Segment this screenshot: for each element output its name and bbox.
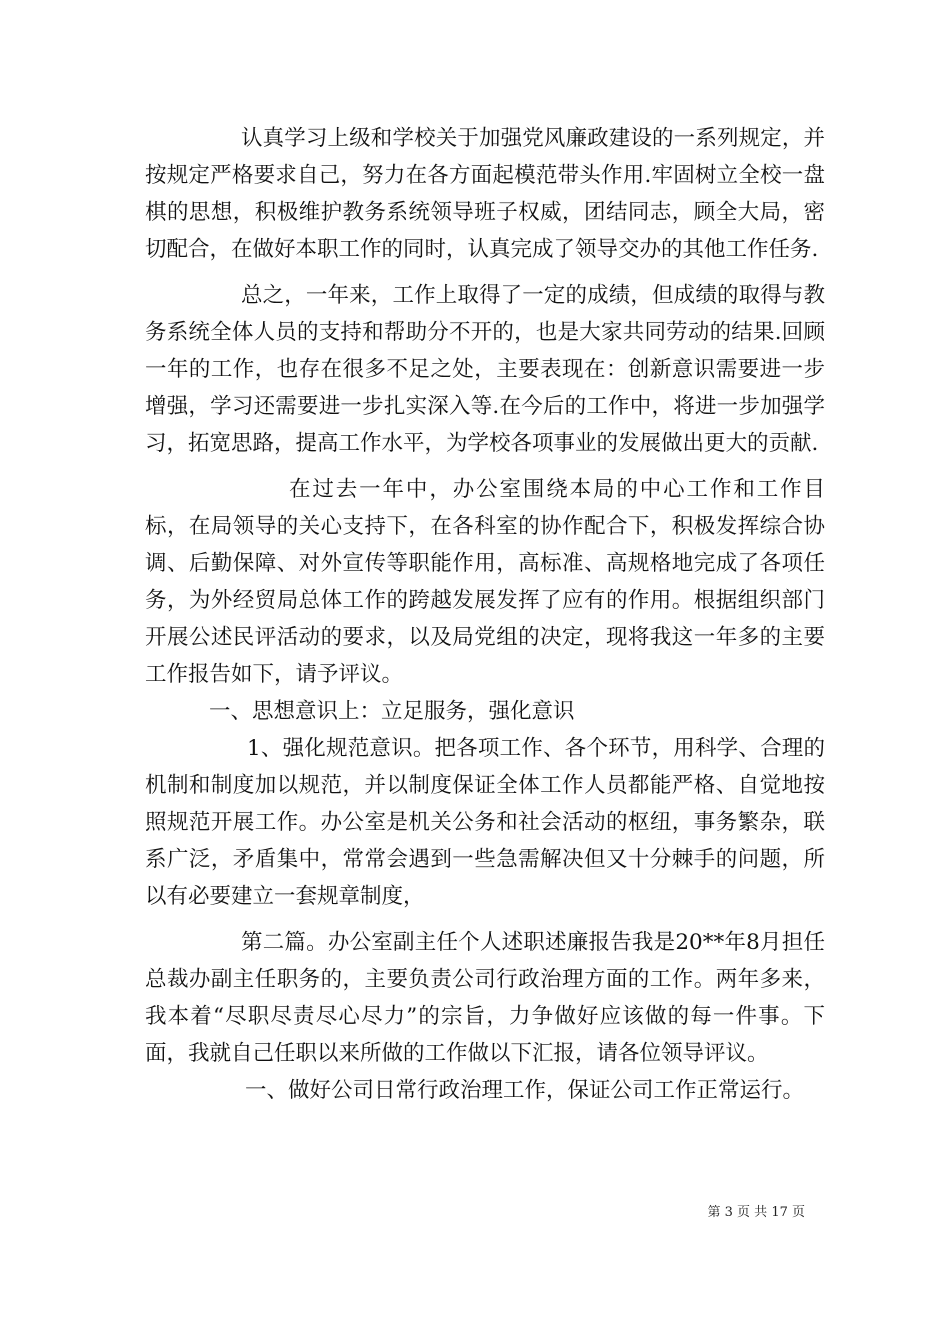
paragraph: 在过去一年中，办公室围绕本局的中心工作和工作目标，在局领导的关心支持下，在各科室的协作配合下，积极发挥综合协调、后勤保障、对外宣传等职能作用，高标准、高规格地完成了各项任务，为外经贸局总体工作的跨越发展发挥了应有的作用。根据组织部门开展公述民评活动的要求，以及局党组的决定，现将我这一年多的主要工作报告如下，请予评议。 — [145, 477, 825, 687]
section-heading: 一、思想意识上：立足服务，强化意识 — [209, 699, 575, 724]
paragraph: 第二篇。办公室副主任个人述职述廉报告我是20**年8月担任总裁办副主任职务的，主要负责公司行政治理方面的工作。两年多来，我本着“尽职尽责尽心尽力”的宗旨，力争做好应该做的每一件事。下面，我就自己任职以来所做的工作做以下汇报，请各位领导评议。 — [145, 930, 825, 1066]
document-body — [145, 120, 825, 1109]
paragraph: 1、强化规范意识。把各项工作、各个环节，用科学、合理的机制和制度加以规范，并以制度保证全体工作人员都能严格、自觉地按照规范开展工作。办公室是机关公务和社会活动的枢纽，事务繁杂，联系广泛，矛盾集中，常常会遇到一些急需解决但又十分棘手的问题，所以有必要建立一套规章制度， — [145, 736, 825, 909]
paragraph: 总之，一年来，工作上取得了一定的成绩，但成绩的取得与教务系统全体人员的支持和帮助分不开的，也是大家共同劳动的结果.回顾一年的工作，也存在很多不足之处，主要表现在：创新意识需要进一步增强，学习还需要进一步扎实深入等.在今后的工作中，将进一步加强学习，拓宽思路，提高工作水平，为学校各项事业的发展做出更大的贡献. — [145, 283, 825, 456]
paragraph: 认真学习上级和学校关于加强党风廉政建设的一系列规定，并按规定严格要求自己，努力在各方面起模范带头作用.牢固树立全校一盘棋的思想，积极维护教务系统领导班子权威，团结同志，顾全大局，密切配合，在做好本职工作的同时，认真完成了领导交办的其他工作任务. — [145, 126, 825, 262]
section-heading: 一、做好公司日常行政治理工作，保证公司工作正常运行。 — [245, 1078, 805, 1103]
page-number-footer: 第 3 页 共 17 页 — [707, 1205, 805, 1220]
